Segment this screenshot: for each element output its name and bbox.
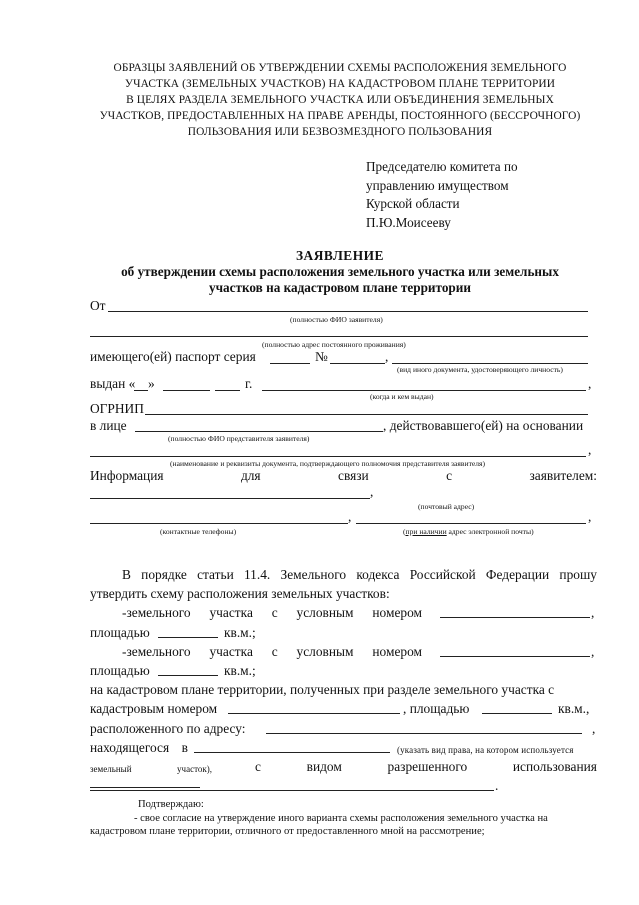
comma: ,	[591, 605, 595, 621]
issued-year-field[interactable]	[215, 390, 240, 391]
title-main: ЗАЯВЛЕНИЕ	[295, 248, 384, 263]
plot-2-number-field[interactable]	[440, 656, 590, 657]
request-body	[90, 565, 597, 795]
word: порядке	[141, 567, 187, 582]
caption-postal: (почтовый адрес)	[418, 502, 475, 511]
phones-field[interactable]	[90, 523, 348, 524]
passport-label: имеющего(ей) паспорт серия	[90, 349, 256, 364]
caption-phones: (контактные телефоны)	[160, 527, 237, 536]
caption-email-rest: адрес электронной почты)	[446, 527, 534, 536]
caption-authority: (наименование и реквизиты документа, подтверждающего полномочия представителя заявителя)	[170, 459, 486, 468]
area-unit: кв.м.;	[224, 624, 256, 640]
contact-info-line	[90, 468, 597, 484]
applicant-name-field[interactable]	[108, 311, 588, 312]
caption-document: (вид иного документа, удостоверяющего личность)	[397, 365, 563, 374]
plot-2-area-line	[90, 661, 597, 680]
contact-word: с	[446, 468, 453, 483]
addressee-line: Председателю комитета по	[366, 159, 518, 174]
location-address-field[interactable]	[266, 733, 582, 734]
permitted-use-field[interactable]	[90, 790, 494, 791]
word: 11.4.	[243, 567, 271, 582]
from-label: От	[90, 298, 106, 313]
ogrnip-label: ОГРНИП	[90, 401, 144, 416]
period: .	[495, 778, 499, 794]
plot-2-line	[90, 642, 597, 661]
word: кодекса	[356, 567, 400, 582]
document-heading	[80, 60, 600, 140]
title-sub-line: участков на кадастровом плане территории	[209, 280, 471, 295]
footnote-confirm: Подтверждаю:	[138, 799, 204, 810]
applicant-address-field[interactable]	[90, 336, 588, 337]
acting-label: , действовавшего(ей) на основании	[383, 418, 584, 433]
body-line	[90, 565, 597, 584]
passport-number-sign: №	[315, 349, 328, 364]
contact-word: заявителем:	[529, 468, 597, 483]
comma: ,	[370, 484, 374, 499]
area-unit: кв.м.;	[224, 662, 256, 678]
word: участок),	[177, 763, 212, 774]
representative-name-field[interactable]	[135, 431, 383, 432]
body-line: утвердить схему расположения земельных участков:	[90, 586, 390, 602]
body-line: на кадастровом плане территории, полученных при разделе земельного участка с	[90, 682, 555, 698]
footnote-separator	[90, 787, 200, 788]
word: видом	[306, 758, 342, 774]
word: находящегося	[90, 739, 170, 755]
cadastral-area-unit: кв.м.,	[558, 701, 590, 717]
caption-address: (полностью адрес постоянного проживания)	[262, 340, 406, 349]
word: Земельного	[280, 567, 347, 582]
plot-1-line	[90, 603, 597, 622]
word: в	[181, 739, 188, 755]
authority-document-field[interactable]	[90, 456, 586, 457]
contact-word: Информация	[90, 468, 164, 483]
location-label: расположенного по адресу:	[90, 720, 246, 736]
permitted-use-field-line	[90, 776, 597, 795]
postal-address-field[interactable]	[90, 498, 370, 499]
comma: ,	[588, 442, 592, 457]
permitted-use-line	[90, 757, 597, 776]
caption-fio: (полностью ФИО заявителя)	[290, 315, 383, 324]
ogrnip-field[interactable]	[145, 414, 588, 415]
cadastral-number-line	[90, 699, 597, 718]
issued-month-field[interactable]	[163, 390, 210, 391]
email-field[interactable]	[356, 523, 586, 524]
cadastral-number-field[interactable]	[228, 713, 400, 714]
plot-1-number-field[interactable]	[440, 617, 590, 618]
word: земельный	[90, 763, 132, 774]
word: с	[271, 643, 278, 659]
right-type-note: (указать вид права, на котором используется	[397, 744, 574, 755]
person-label: в лице	[90, 418, 127, 433]
heading-line: ОБРАЗЦЫ ЗАЯВЛЕНИЙ ОБ УТВЕРЖДЕНИИ СХЕМЫ РАСПОЛОЖЕНИЯ ЗЕМЕЛЬНОГО	[113, 62, 567, 74]
area-label: площадью	[90, 624, 150, 640]
word: прошу	[559, 567, 597, 582]
comma: ,	[348, 509, 352, 524]
footnote-block	[90, 798, 597, 839]
cadastral-area-label: , площадью	[403, 701, 470, 717]
heading-line: УЧАСТКА (ЗЕМЕЛЬНЫХ УЧАСТКОВ) НА КАДАСТРОВОМ ПЛАНЕ ТЕРРИТОРИИ	[124, 78, 556, 90]
title-sub-line: об утверждении схемы расположения земельного участка или земельных	[121, 264, 559, 279]
word: Федерации	[485, 567, 550, 582]
issued-by-field[interactable]	[262, 390, 586, 391]
footnote-line: кадастровом плане территории, отличного от предоставленного мной на рассмотрение;	[90, 826, 485, 837]
comma: ,	[588, 509, 592, 524]
cadastral-label: кадастровым номером	[90, 701, 218, 717]
caption-email-underlined: при наличии	[405, 527, 447, 536]
addressee-line: П.Ю.Моисееву	[366, 214, 451, 230]
issued-label: выдан «	[90, 376, 136, 391]
other-document-field[interactable]	[392, 363, 588, 364]
comma: ,	[592, 720, 596, 736]
right-type-line	[90, 738, 597, 757]
cadastral-area-field[interactable]	[482, 713, 552, 714]
addressee-line: управлению имуществом	[366, 177, 509, 193]
word: с	[255, 758, 261, 774]
caption-issued: (когда и кем выдан)	[370, 392, 434, 401]
plot-1-area-field[interactable]	[158, 637, 218, 638]
location-line	[90, 719, 597, 738]
comma: ,	[591, 643, 595, 659]
issued-quote: »	[148, 376, 155, 391]
word: номером	[372, 643, 422, 659]
word: -земельного	[122, 643, 191, 659]
word: участка	[209, 643, 253, 659]
addressee-block	[366, 158, 616, 232]
word: использования	[512, 758, 597, 774]
comma: ,	[385, 349, 389, 364]
caption-email	[403, 527, 534, 536]
contact-word: связи	[338, 468, 369, 483]
word: номером	[372, 605, 422, 621]
area-label: площадью	[90, 662, 150, 678]
passport-series-field[interactable]	[270, 363, 310, 364]
year-suffix: г.	[245, 376, 253, 391]
word: разрешенного	[387, 758, 468, 774]
word: условным	[296, 643, 354, 659]
caption-email-open: (	[403, 527, 406, 536]
addressee-line: Курской области	[366, 196, 460, 211]
word: с	[271, 605, 278, 621]
comma: ,	[588, 376, 592, 391]
footnote-line: - свое согласие на утверждение иного варианта схемы расположения земельного участка на	[134, 812, 548, 824]
contact-word: для	[240, 468, 261, 483]
issued-day-field[interactable]	[134, 390, 148, 391]
word: статьи	[197, 567, 234, 582]
heading-line: УЧАСТКОВ, ПРЕДОСТАВЛЕННЫХ НА ПРАВЕ АРЕНДЫ, ПОСТОЯННОГО (БЕССРОЧНОГО)	[99, 110, 581, 122]
word: Российской	[409, 567, 476, 582]
application-title	[90, 248, 590, 296]
word: В	[122, 567, 131, 582]
right-type-field[interactable]	[194, 752, 390, 753]
word: -земельного	[122, 605, 191, 621]
plot-2-area-field[interactable]	[158, 675, 218, 676]
passport-number-field[interactable]	[330, 363, 385, 364]
heading-line: В ЦЕЛЯХ РАЗДЕЛА ЗЕМЕЛЬНОГО УЧАСТКА ИЛИ ОБЪЕДИНЕНИЯ ЗЕМЕЛЬНЫХ	[126, 94, 554, 106]
heading-line: ПОЛЬЗОВАНИЯ ИЛИ БЕЗВОЗМЕЗДНОГО ПОЛЬЗОВАНИЯ	[187, 126, 493, 138]
word: участка	[209, 605, 253, 621]
plot-1-area-line	[90, 623, 597, 642]
word: условным	[296, 605, 354, 621]
caption-representative: (полностью ФИО представителя заявителя)	[168, 434, 310, 443]
